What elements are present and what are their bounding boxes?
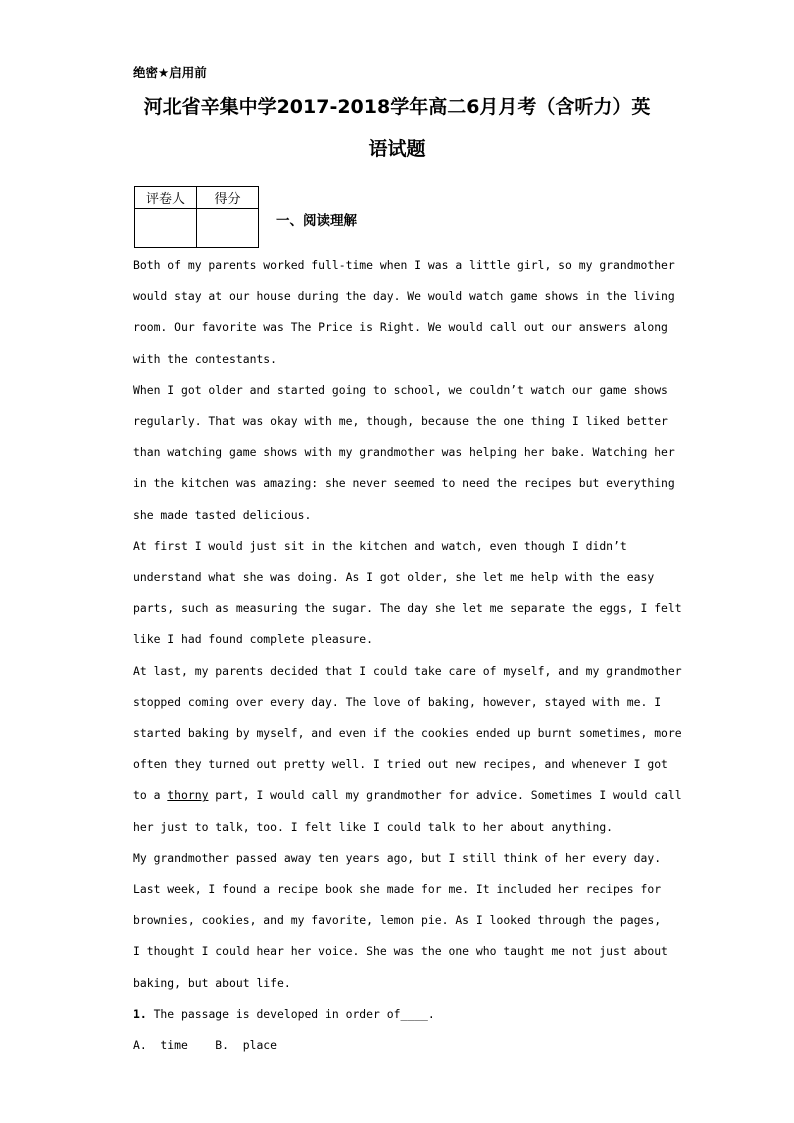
score-header: 得分 — [197, 187, 259, 209]
passage-line: At first I would just sit in the kitchen and watch, even though I didn’t — [133, 538, 627, 553]
question-text: The passage is developed in order of____. — [146, 1006, 435, 1021]
score-cell — [197, 209, 259, 248]
score-table — [134, 186, 259, 248]
grader-cell — [135, 209, 197, 248]
passage-line: than watching game shows with my grandmother was helping her bake. Watching her — [133, 445, 675, 460]
passage-line: room. Our favorite was The Price is Right. We would call out our answers along — [133, 320, 668, 335]
passage-line: baking, but about life. — [133, 975, 291, 990]
question-1-options: A. time B. place — [133, 1038, 278, 1053]
passage-line: in the kitchen was amazing: she never seemed to need the recipes but everything — [133, 476, 675, 491]
passage-line: started baking by myself, and even if the cookies ended up burnt sometimes, more — [133, 726, 682, 741]
passage-line: Last week, I found a recipe book she made for me. It included her recipes for — [133, 882, 662, 897]
passage-line: My grandmother passed away ten years ago, but I still think of her every day. — [133, 850, 662, 865]
question-1 — [133, 999, 708, 1030]
passage-line: Both of my parents worked full-time when I was a little girl, so my grandmother — [133, 258, 675, 272]
passage-text: to a — [133, 788, 168, 803]
exam-title-line2: 语试题 — [368, 138, 426, 160]
exam-title-line1: 河北省辛集中学2017-2018学年高二6月月考（含听力）英 — [143, 96, 651, 118]
passage-line: When I got older and started going to school, we couldn’t watch our game shows — [133, 382, 668, 397]
underlined-word: thorny — [167, 788, 209, 803]
passage-text: part, I would call my grandmother for advice. Sometimes I would call — [208, 788, 682, 803]
passage-line: stopped coming over every day. The love of baking, however, stayed with me. I — [133, 694, 662, 709]
section-title: 一、阅读理解 — [276, 213, 357, 229]
reading-passage — [133, 250, 708, 1061]
passage-line: At last, my parents decided that I could take care of myself, and my grandmother — [133, 663, 682, 678]
passage-line: she made tasted delicious. — [133, 507, 312, 522]
passage-line — [133, 780, 708, 811]
passage-line: often they turned out pretty well. I tried out new recipes, and whenever I got — [133, 757, 668, 772]
passage-line: like I had found complete pleasure. — [133, 632, 374, 647]
passage-line: I thought I could hear her voice. She was the one who taught me not just about — [133, 944, 668, 959]
passage-line: would stay at our house during the day. We would watch game shows in the living — [133, 289, 675, 304]
passage-line: brownies, cookies, and my favorite, lemon pie. As I looked through the pages, — [133, 913, 662, 928]
passage-line: her just to talk, too. I felt like I could talk to her about anything. — [133, 819, 614, 834]
passage-line: regularly. That was okay with me, though, because the one thing I liked better — [133, 414, 668, 429]
question-number: 1. — [133, 1006, 147, 1021]
confidential-label: 绝密★启用前 — [133, 65, 207, 80]
passage-line: with the contestants. — [133, 351, 278, 366]
passage-line: understand what she was doing. As I got older, she let me help with the easy — [133, 570, 655, 585]
passage-line: parts, such as measuring the sugar. The day she let me separate the eggs, I felt — [133, 601, 682, 616]
grader-header: 评卷人 — [135, 187, 197, 209]
